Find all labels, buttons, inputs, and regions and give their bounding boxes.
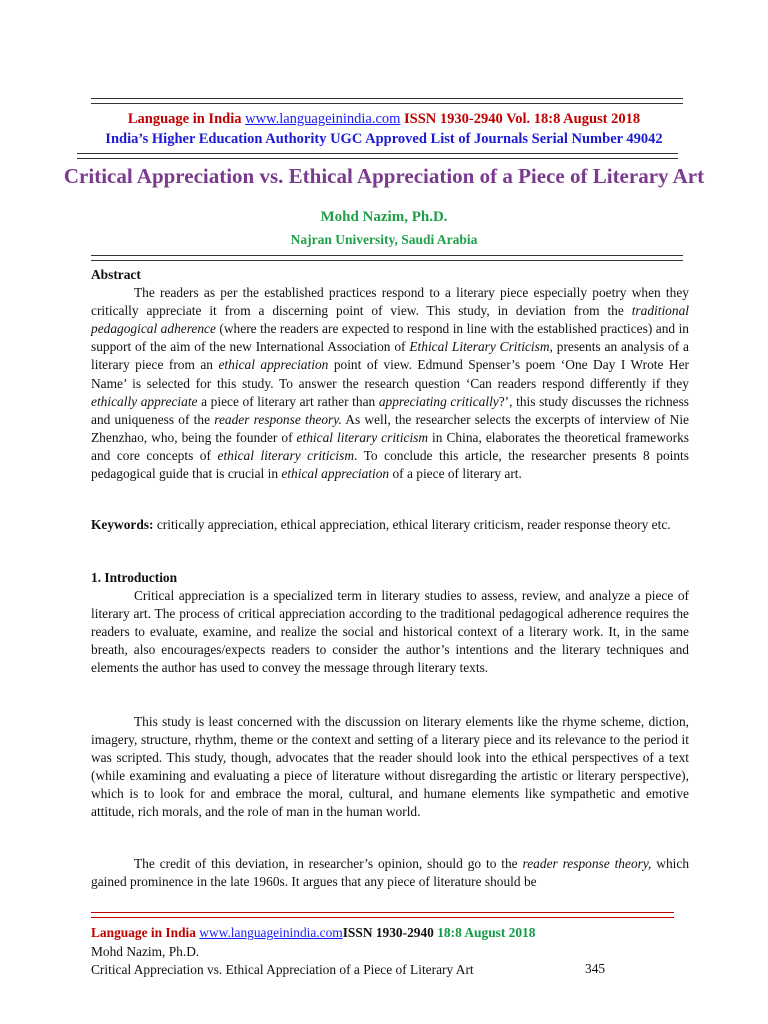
- abstract-run: of a piece of literary art.: [389, 466, 522, 482]
- abstract-emphasis: reader response theory.: [214, 411, 342, 427]
- abstract-run: As well, the researcher selects the excerpts of interview of Nie Zhenzhao, who, being the founder of: [91, 411, 690, 445]
- keywords-section: [91, 516, 689, 534]
- introduction-paragraph-2: This study is least concerned with the discussion on literary elements like the rhyme scheme, diction, imagery, structure, rhythm, theme or the context and setting of a literary piece and its relevance to the period it was scripted. This study, though, advocates that the reader should look into the ethical perspectives of a text (while examining and evaluating a piece of literature without disregarding the artistic or literary perspective), which is to look for and embrace the moral, cultural, and humane elements like sympathetic and emotive attitude, rich morals, and the role of man in the human world.: [91, 714, 689, 820]
- abstract-emphasis: ethical literary criticism: [296, 429, 429, 445]
- header-journal-name: Language in India: [127, 111, 242, 127]
- header-journal-line: [0, 110, 768, 128]
- introduction-heading: 1. Introduction: [91, 570, 178, 585]
- footer-issn: ISSN 1930-2940: [342, 925, 434, 940]
- abstract-run: The readers as per the established practices respond to a literary piece especially poetry when they critically appreciate it from a discerning point of view. This study, in deviation from the: [91, 285, 689, 319]
- header-authority-line: India’s Higher Education Authority UGC Approved List of Journals Serial Number 49042: [105, 131, 663, 147]
- abstract-emphasis: appreciating critically: [378, 393, 499, 409]
- abstract-text: [91, 284, 689, 483]
- article-title: Critical Appreciation vs. Ethical Appreciation of a Piece of Literary Art: [63, 164, 705, 188]
- page-number: 345: [585, 961, 606, 976]
- abstract-run: a piece of literary art rather than: [197, 393, 379, 409]
- author-rule: [91, 255, 683, 261]
- introduction-paragraph-1: Critical appreciation is a specialized term in literary studies to assess, review, and analyze a piece of literary art. The process of critical appreciation according to the traditional pedagogical adherence requires the readers to evaluate, examine, and realize the social and historical context of a literary work. It, in the same breath, also encourages/expects readers to consider the author’s intentions and the literary techniques and elements the author has used to convey the message through literary texts.: [91, 588, 689, 676]
- paragraph-emphasis: reader response theory,: [522, 856, 652, 871]
- introduction-section: [91, 569, 689, 678]
- header-rule-bottom: [77, 153, 678, 159]
- footer-journal-line: [91, 924, 535, 942]
- article-author: Mohd Nazim, Ph.D.: [320, 209, 448, 225]
- footer-author: Mohd Nazim, Ph.D.: [91, 944, 200, 959]
- abstract-run: in China, elaborates the theoretical frameworks and core concepts of: [91, 429, 689, 463]
- keywords-label: Keywords:: [91, 517, 154, 532]
- header-volume: Vol. 18:8 August 2018: [506, 111, 641, 127]
- introduction-paragraph-2-block: [91, 713, 689, 822]
- abstract-run: ?’, this study discusses the richness and uniqueness of the: [91, 393, 690, 427]
- abstract-emphasis: ethical appreciation: [281, 466, 390, 482]
- abstract-emphasis: Ethical Literary Criticism: [409, 339, 550, 355]
- header-issn: ISSN 1930-2940: [404, 111, 503, 127]
- header-website-link[interactable]: www.languageinindia.com: [245, 111, 401, 127]
- abstract-emphasis: ethical literary criticism: [217, 447, 355, 463]
- abstract-heading: Abstract: [91, 267, 141, 282]
- abstract-run: . To conclude this article, the researcher presents 8 points pedagogical guide that is crucial in: [91, 447, 689, 482]
- abstract-emphasis: ethically appreciate: [91, 393, 198, 409]
- abstract-emphasis: ethical appreciation: [218, 357, 329, 373]
- header-rule-top: [91, 98, 683, 104]
- footer-journal-name: Language in India: [91, 925, 196, 940]
- abstract-run: point of view. Edmund Spenser’s poem ‘One Day I Wrote Her Name’ is selected for this study. To answer the research question ‘Can readers respond differently if they: [91, 357, 690, 391]
- paragraph-run: which gained prominence in the late 1960s. It argues that any piece of literature should be: [91, 856, 690, 890]
- paragraph-run: The credit of this deviation, in researcher’s opinion, should go to the: [134, 856, 523, 871]
- footer-title: Critical Appreciation vs. Ethical Appreciation of a Piece of Literary Art: [91, 962, 474, 977]
- keywords-text: [91, 516, 689, 534]
- introduction-paragraph-3-block: [91, 855, 689, 891]
- footer-website-link[interactable]: www.languageinindia.com: [199, 925, 343, 940]
- abstract-emphasis: traditional pedagogical adherence: [91, 303, 689, 337]
- article-affiliation: Najran University, Saudi Arabia: [290, 232, 478, 247]
- abstract-run: , presents an analysis of a literary piece from an: [91, 339, 689, 373]
- abstract-run: (where the readers are expected to respond in line with the established practices) and in support of the aim of the new International Association of: [91, 321, 690, 355]
- introduction-paragraph-3: [91, 855, 689, 891]
- footer-rule: [91, 912, 674, 918]
- abstract-section: [91, 266, 689, 483]
- footer-volume: 18:8 August 2018: [437, 925, 536, 940]
- keywords-list: critically appreciation, ethical appreciation, ethical literary criticism, reader response theory etc.: [153, 517, 671, 532]
